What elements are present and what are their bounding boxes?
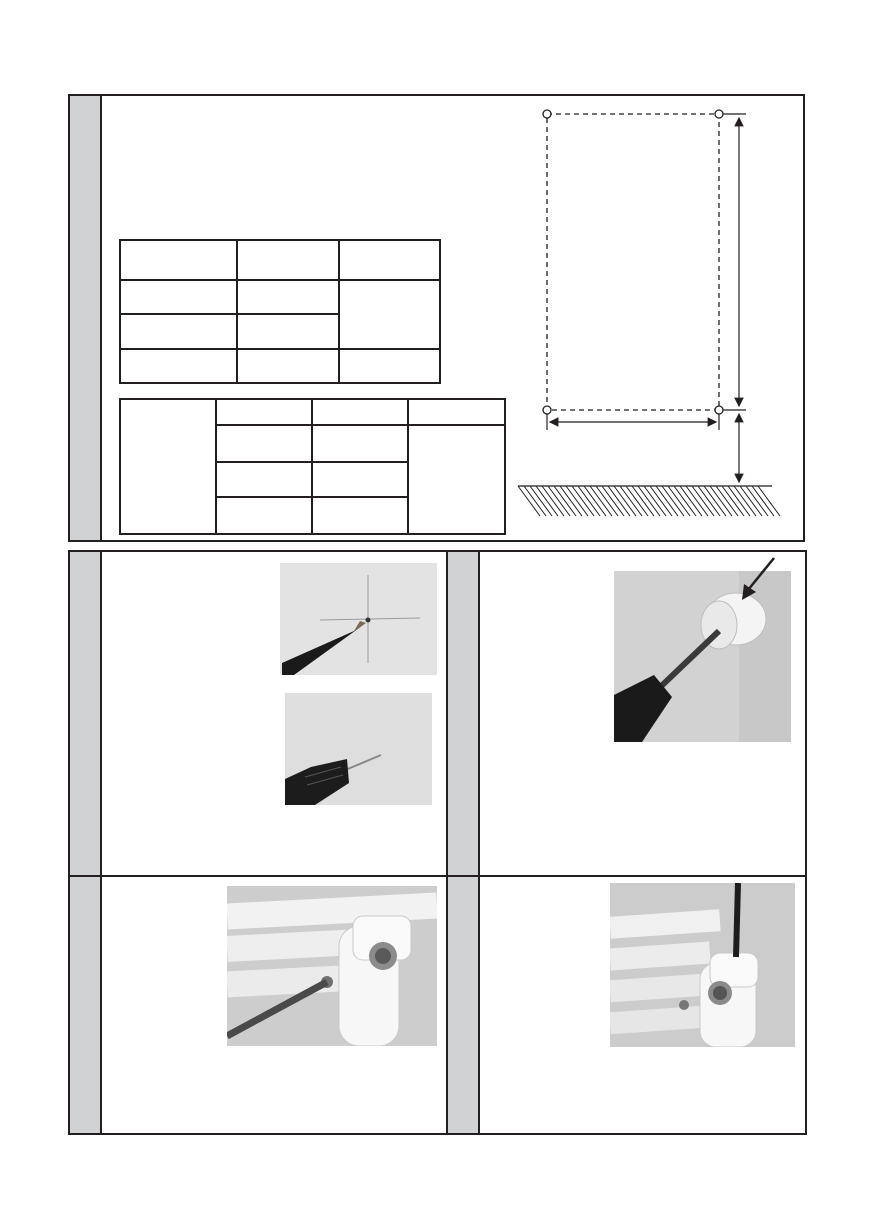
hatch-line — [602, 486, 624, 516]
dimension-lines — [547, 114, 746, 482]
hatch-line — [632, 486, 654, 516]
bracket-grub-screw-photo — [610, 883, 795, 1047]
hatch-line — [554, 486, 576, 516]
table-cell — [237, 314, 339, 349]
table-cell — [339, 240, 440, 280]
hatch-line — [680, 486, 702, 516]
drill-wall-photo — [285, 693, 432, 805]
table-cell — [216, 497, 312, 534]
hatch-line — [584, 486, 606, 516]
hatch-line — [572, 486, 594, 516]
hatch-line — [596, 486, 618, 516]
mounting-diagram — [510, 102, 800, 522]
hatch-line — [524, 486, 546, 516]
table-cell — [339, 349, 440, 383]
table-cell — [120, 314, 237, 349]
hatch-line — [560, 486, 582, 516]
dimension-table-a — [119, 239, 441, 384]
table-row — [120, 399, 505, 425]
table-cell — [120, 240, 237, 280]
table-cell — [237, 349, 339, 383]
bracket-screw-photo — [227, 886, 437, 1046]
hatch-line — [704, 486, 726, 516]
step-4-panel — [68, 875, 448, 1135]
step-2-number-strip — [70, 552, 102, 875]
hatch-line — [608, 486, 630, 516]
hatch-line — [722, 486, 744, 516]
floor-hatching — [518, 486, 780, 516]
step-3-panel — [446, 550, 807, 877]
dimension-table-b — [119, 398, 506, 535]
pencil-marking-photo — [280, 563, 437, 675]
table-cell — [216, 399, 312, 425]
mount-point-markers — [543, 110, 723, 414]
hatch-line — [686, 486, 708, 516]
hatch-line — [698, 486, 720, 516]
hatch-line — [536, 486, 558, 516]
hatch-line — [548, 486, 570, 516]
hatch-line — [710, 486, 732, 516]
hatch-line — [620, 486, 642, 516]
hatch-line — [716, 486, 738, 516]
hatch-line — [692, 486, 714, 516]
table-cell — [312, 462, 408, 498]
table-row — [120, 240, 440, 280]
step-2-panel — [68, 550, 448, 877]
hatch-line — [542, 486, 564, 516]
table-cell — [120, 399, 216, 534]
hatch-line — [734, 486, 756, 516]
hatch-line — [518, 486, 540, 516]
hatch-line — [566, 486, 588, 516]
step-1-number-strip — [70, 96, 102, 540]
table-cell — [120, 280, 237, 314]
table-row — [120, 280, 440, 314]
step-3-number-strip — [448, 552, 480, 875]
table-cell — [216, 425, 312, 462]
arrow-icon — [738, 554, 778, 602]
table-cell — [408, 425, 505, 534]
table-cell — [312, 399, 408, 425]
dashed-outline — [547, 114, 719, 410]
table-cell — [312, 497, 408, 534]
hatch-line — [746, 486, 768, 516]
hatch-line — [626, 486, 648, 516]
step-4-number-strip — [70, 877, 102, 1133]
table-cell — [339, 280, 440, 349]
hatch-line — [638, 486, 660, 516]
table-cell — [120, 349, 237, 383]
hatch-line — [728, 486, 750, 516]
hatch-line — [650, 486, 672, 516]
table-cell — [408, 399, 505, 425]
step-1-panel — [68, 94, 805, 542]
table-cell — [237, 280, 339, 314]
hatch-line — [590, 486, 612, 516]
hatch-line — [740, 486, 762, 516]
hatch-line — [530, 486, 552, 516]
hatch-line — [674, 486, 696, 516]
hatch-line — [614, 486, 636, 516]
hatch-line — [668, 486, 690, 516]
hatch-line — [644, 486, 666, 516]
hatch-line — [656, 486, 678, 516]
hatch-line — [662, 486, 684, 516]
hatch-line — [758, 486, 780, 516]
table-cell — [216, 462, 312, 498]
table-row — [120, 349, 440, 383]
table-cell — [237, 240, 339, 280]
step-5-number-strip — [448, 877, 480, 1133]
hatch-line — [752, 486, 774, 516]
step-5-panel — [446, 875, 807, 1135]
table-cell — [312, 425, 408, 462]
hatch-line — [578, 486, 600, 516]
